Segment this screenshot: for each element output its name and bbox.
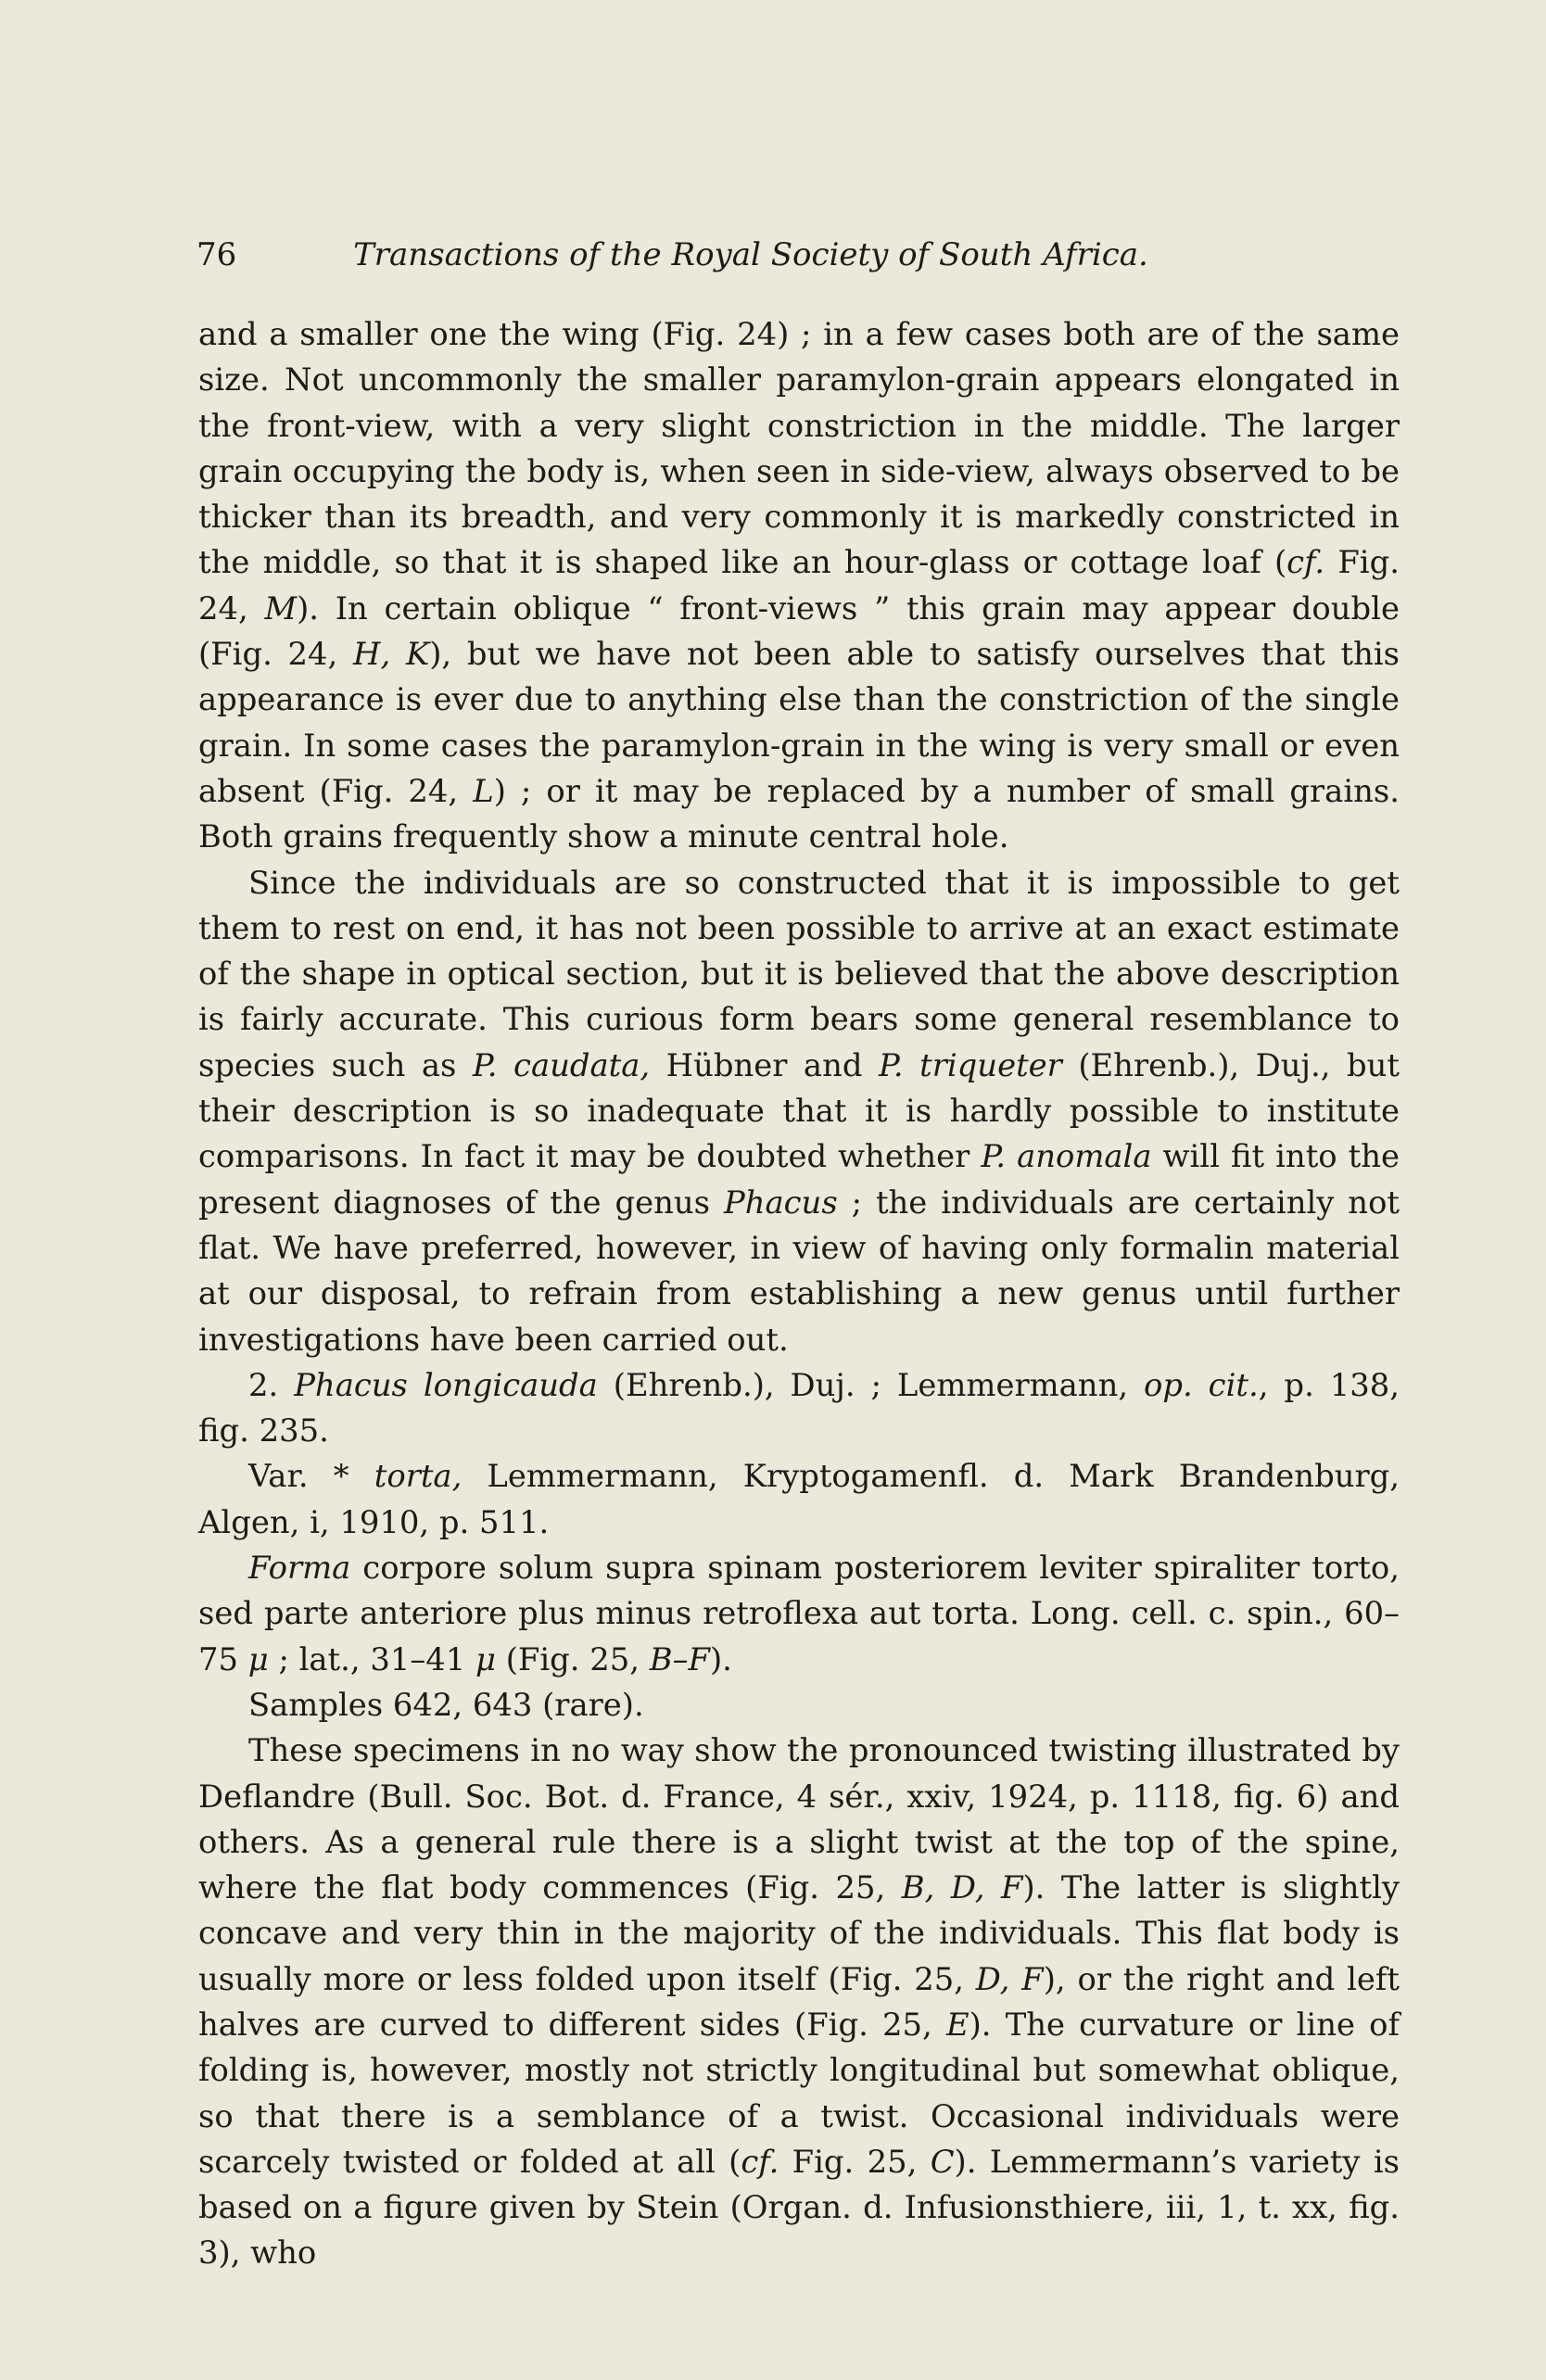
text-run: (Fig. 25, — [495, 1640, 650, 1677]
text-run: Hübner and — [650, 1046, 879, 1083]
italic-text: Phacus longicauda — [294, 1366, 598, 1403]
text-run: ), but we have not been able to satisfy ourselves that this appearance is ever due to anything else than the constriction of the single grain. In some cases the paramylon-grain in the wing is very small or even absent (Fig. 24, — [198, 636, 1400, 809]
italic-text: Phacus — [723, 1184, 838, 1221]
text-run: Lemmermann, Kryptogamenfl. d. Mark Brandenburg, Algen, i, 1910, p. 511. — [198, 1458, 1400, 1540]
text-run: 2. — [248, 1366, 295, 1403]
italic-text: cf. — [741, 2143, 779, 2180]
text-run: corpore solum supra spinam posteriorem leviter spiraliter torto, sed parte anteriore plus minus retroflexa aut torta. Long. cell. c. spin., 60–75 — [198, 1550, 1400, 1677]
text-run: Fig. 25, — [779, 2143, 931, 2180]
italic-text: D, F — [975, 1960, 1044, 1997]
text-run: ). Lemmermann’s variety is based on a figure given by Stein (Organ. d. Infusionsthiere, iii, 1, t. xx, fig. 3), who — [198, 2143, 1400, 2272]
italic-text: E — [945, 2006, 969, 2043]
paragraph — [198, 1545, 1400, 1682]
italic-text: P. anomala — [981, 1138, 1152, 1175]
italic-text: μ — [247, 1640, 269, 1677]
italic-text: torta, — [374, 1458, 463, 1495]
text-run: ), or the right and left halves are curved to different sides (Fig. 25, — [198, 1960, 1400, 2043]
text-run: Fig. 24, — [198, 544, 1400, 627]
paragraph — [198, 1728, 1400, 2276]
paragraph — [198, 860, 1400, 1362]
page-header — [196, 230, 1305, 280]
italic-text: μ — [475, 1640, 496, 1677]
page-number: 76 — [196, 236, 237, 273]
text-run: will fit into the present diagnoses of the genus — [198, 1138, 1400, 1221]
italic-text: cf. — [1286, 544, 1325, 581]
text-run: , p. 138, fig. 235. — [198, 1366, 1400, 1450]
text-run: (Ehrenb.), Duj. ; Lemmermann, — [597, 1366, 1145, 1403]
italic-text: H, K — [353, 636, 430, 673]
text-run: These specimens in no way show the pronounced twisting illustrated by Deflandre (Bull. Soc. Bot. d. France, 4 sér., xxiv, 1924, p. 1118, fig. 6) and others. As a general rule there is a slight twist at the top of the spine, where the flat body commences (Fig. 25, — [198, 1732, 1400, 1906]
text-run: ) ; or it may be replaced by a number of small grains. Both grains frequently show a minute central hole. — [198, 772, 1400, 855]
running-head: Transactions of the Royal Society of South Africa. — [353, 236, 1148, 273]
text-run: ). The curvature or line of folding is, however, mostly not strictly longitudinal but somewhat oblique, so that there is a semblance of a twist. Occasional individuals were scarcely twisted or folded at all ( — [198, 2006, 1400, 2180]
text-run: Samples 642, 643 (rare). — [248, 1686, 644, 1723]
italic-text: P. triqueter — [878, 1046, 1062, 1083]
text-run: Since the individuals are so constructed that it is impossible to get them to rest on end, it has not been possible to arrive at an exact estimate of the shape in optical section, but it is believed that the above description is fairly accurate. This curious form bears some general resemblance to species such as — [198, 864, 1400, 1083]
paragraph — [198, 1362, 1400, 1454]
paragraph — [198, 1453, 1400, 1545]
italic-text: op. cit. — [1144, 1366, 1259, 1403]
text-run: ; lat., 31–41 — [268, 1640, 476, 1677]
italic-text: L — [473, 772, 494, 809]
text-run: Var. * — [248, 1458, 374, 1495]
italic-text: C — [930, 2143, 955, 2180]
text-run: ; the individuals are certainly not flat. We have preferred, however, in view of having only formalin material at our disposal, to refrain from establishing a new genus until further investigations have been carried out. — [198, 1184, 1400, 1358]
paragraph — [198, 1682, 1400, 1728]
text-run: ). — [709, 1640, 732, 1677]
italic-text: M — [264, 589, 298, 627]
text-run: ). In certain oblique “ front-views ” this grain may appear double (Fig. 24, — [198, 589, 1400, 673]
text-run: ). The latter is slightly concave and very thin in the majority of the individuals. This flat body is usually more or less folded upon itself (Fig. 25, — [198, 1869, 1400, 1997]
italic-text: P. caudata, — [472, 1046, 651, 1083]
paragraph — [198, 311, 1400, 860]
text-run: and a smaller one the wing (Fig. 24) ; in a few cases both are of the same size. Not uncommonly the smaller paramylon-grain appears elongated in the front-view, with a very slight constriction in the middle. The larger grain occupying the body is, when seen in side-view, always observed to be thicker than its breadth, and very commonly it is markedly constricted in the middle, so that it is shaped like an hour-glass or cottage loaf ( — [198, 316, 1400, 581]
italic-text: B–F — [649, 1640, 710, 1677]
italic-text: B, D, F — [901, 1869, 1023, 1906]
body-text — [198, 311, 1400, 2276]
text-run: (Ehrenb.), Duj., but their description is so inadequate that it is hardly possible to institute comparisons. In fact it may be doubted whether — [198, 1046, 1400, 1175]
italic-text: Forma — [248, 1550, 351, 1587]
